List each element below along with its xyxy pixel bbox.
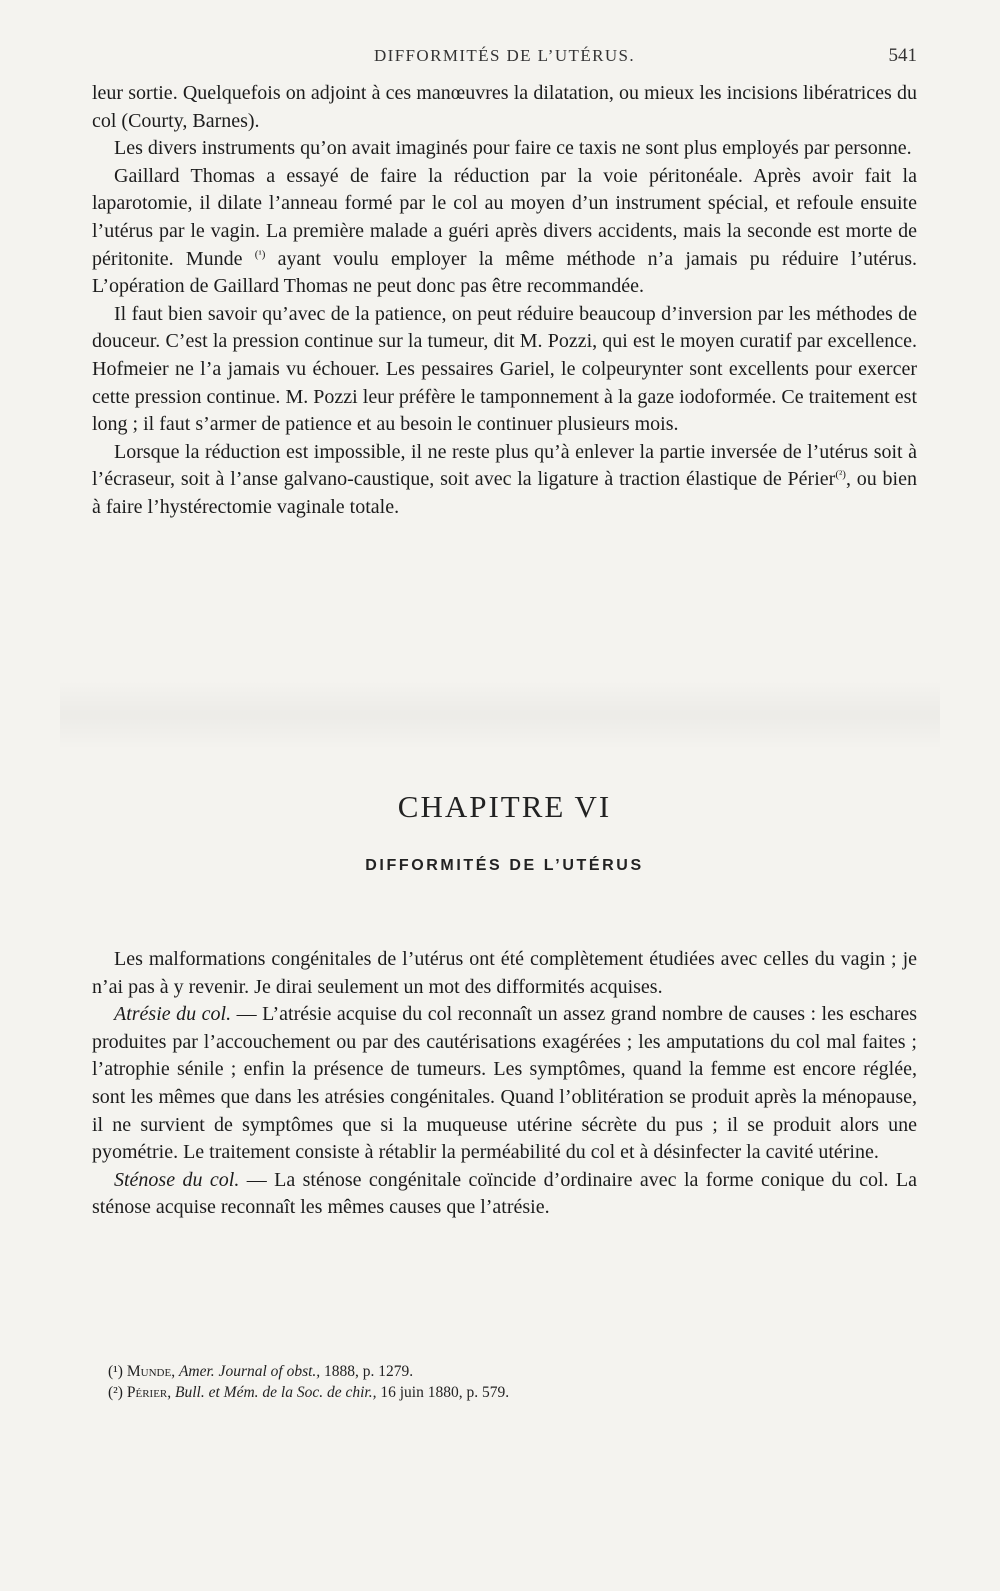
- footnote-1-author: Munde,: [126, 1363, 176, 1380]
- footnote-2-author: Périer,: [126, 1384, 172, 1401]
- body-text-top: [92, 80, 917, 522]
- paragraph-continuation: leur sortie. Quelquefois on adjoint à ces manœuvres la dilatation, ou mieux les incisions libératrices du col (Courty, Barnes).: [92, 82, 917, 132]
- footnotes: [108, 1361, 908, 1403]
- atresie-heading: Atrésie du col.: [114, 1003, 232, 1026]
- paragraph-malformations: Les malformations congénitales de l’utérus ont été complètement étudiées avec celles du vagin ; je n’ai pas à y revenir. Je dirai seulement un mot des difformités acquises.: [92, 948, 917, 998]
- footnote-ref-1: (¹): [254, 247, 266, 260]
- footnote-2: [108, 1382, 908, 1403]
- paragraph-atresie: [92, 1001, 917, 1167]
- page-header: [92, 40, 917, 74]
- atresie-text: — L’atrésie acquise du col reconnaît un assez grand nombre de causes : les eschares produites par l’accouchement ou par des cautérisations exagérées ; les amputations du col mal faites ; l’atrophie sénile ; enfin la présence de tumeurs. Les symptômes, quand la femme est encore réglée, sont les mêmes que dans les atrésies congénitales. Quand l’oblitération se produit après la ménopause, il ne survient de symptômes que si la muqueuse utérine sécrète du pus ; il se produit alors une pyométrie. Le traitement consiste à rétablir la perméabilité du col et à désinfecter la cavité utérine.: [92, 1003, 917, 1164]
- paragraph-reduction-impossible: [92, 439, 917, 522]
- paragraph-gaillard-rest: ayant voulu employer la même méthode n’a jamais pu réduire l’utérus. L’opération de Gaillard Thomas ne peut donc pas être recommandée.: [92, 247, 918, 298]
- paragraph-reduction-rest: , ou bien à faire l’hystérectomie vaginale totale.: [92, 468, 917, 518]
- footnote-2-details: 16 juin 1880, p. 579.: [376, 1384, 510, 1401]
- paragraph-stenose: [92, 1167, 917, 1222]
- paragraph-gaillard-text: Gaillard Thomas a essayé de faire la réduction par la voie péritonéale. Après avoir fait la laparotomie, il dilate l’anneau formé par le col au moyen d’un instrument spécial, et refoule ensuite l’utérus par le vagin. La première malade a guéri après divers accidents, mais la seconde est morte de péritonite. Munde: [92, 164, 917, 270]
- footnote-2-marker: (²): [108, 1384, 123, 1401]
- show-through-shadow: [60, 680, 940, 750]
- paragraph-gaillard-thomas: [92, 163, 917, 301]
- footnote-2-journal: Bull. et Mém. de la Soc. de chir.,: [175, 1384, 377, 1401]
- body-text-bottom: [92, 946, 917, 1222]
- footnote-ref-2: (²): [835, 468, 846, 481]
- footnote-1: [108, 1361, 908, 1382]
- page-number: 541: [888, 45, 917, 66]
- footnote-1-journal: Amer. Journal of obst.,: [178, 1363, 321, 1380]
- paragraph-patience: Il faut bien savoir qu’avec de la patience, on peut réduire beaucoup d’inversion par les méthodes de douceur. C’est la pression continue sur la tumeur, dit M. Pozzi, qui est le moyen curatif par excellence. Hofmeier ne l’a jamais vu échouer. Les pessaires Gariel, le colpeurynter sont excellents pour exercer cette pression continue. M. Pozzi leur préfère le tamponnement à la gaze iodoformée. Ce traitement est long ; il faut s’armer de patience et au besoin le continuer plusieurs mois.: [92, 302, 917, 436]
- stenose-text: — La sténose congénitale coïncide d’ordinaire avec la forme conique du col. La sténose acquise reconnaît les mêmes causes que l’atrésie.: [92, 1168, 917, 1219]
- footnote-1-details: 1888, p. 1279.: [320, 1363, 414, 1380]
- running-title: DIFFORMITÉS DE L’UTÉRUS.: [373, 46, 636, 65]
- chapter-title: CHAPITRE VI: [397, 789, 612, 824]
- paragraph-reduction-text: Lorsque la réduction est impossible, il ne reste plus qu’à enlever la partie inversée de l’utérus soit à l’écraseur, soit à l’anse galvano-caustique, soit avec la ligature à traction élastique de Périer: [92, 440, 917, 491]
- footnote-1-marker: (¹): [108, 1363, 123, 1380]
- stenose-heading: Sténose du col.: [114, 1168, 240, 1191]
- paragraph-instruments: Les divers instruments qu’on avait imaginés pour faire ce taxis ne sont plus employés par personne.: [114, 137, 912, 160]
- chapter-subtitle: DIFFORMITÉS DE L’UTÉRUS: [365, 857, 644, 874]
